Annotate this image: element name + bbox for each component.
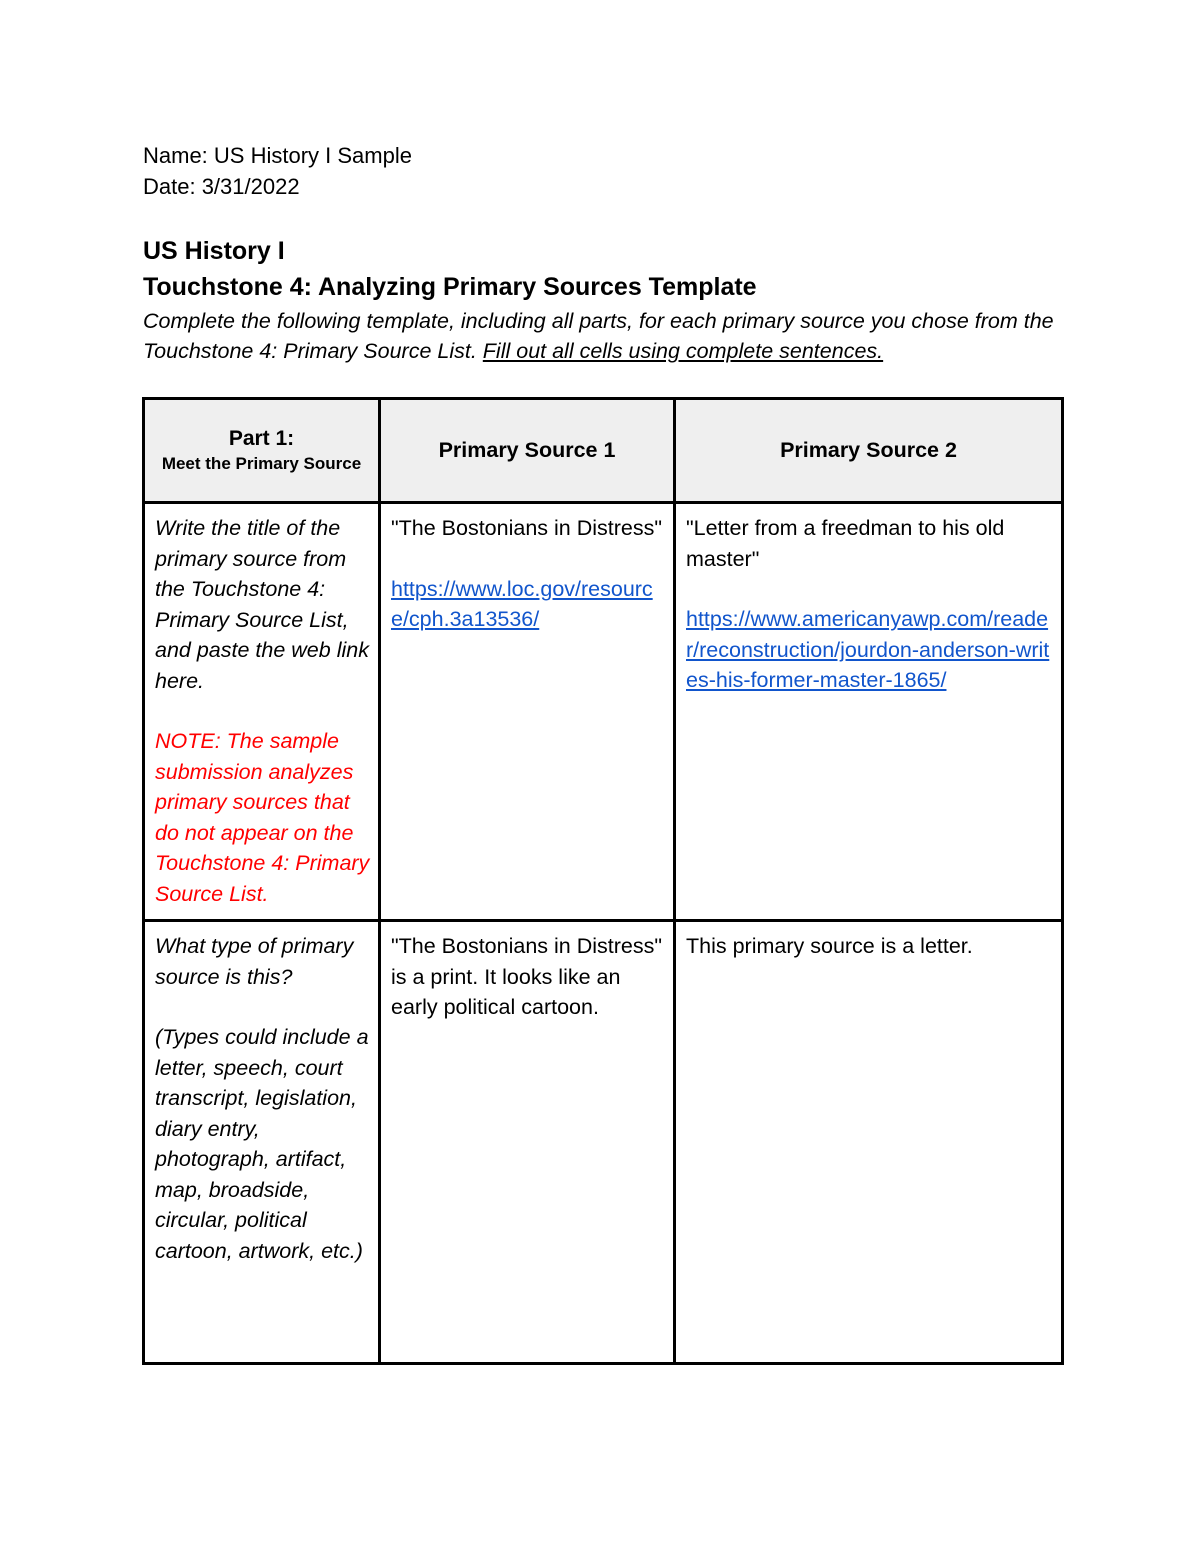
source1-title: "The Bostonians in Distress" [391, 516, 662, 540]
sample-note: NOTE: The sample submission analyzes primary sources that do not appear on the Touchstone 4: Primary Source List. [155, 729, 370, 906]
instructions [143, 306, 1073, 366]
part-label: Part 1: [228, 426, 295, 450]
prompt-cell [144, 921, 380, 1364]
source1-header: Primary Source 1 [380, 399, 675, 503]
course-title: US History I [143, 237, 285, 265]
source1-type: "The Bostonians in Distress" is a print. It looks like an early political cartoon. [391, 934, 662, 1019]
part-header-cell [144, 399, 380, 503]
part-sublabel: Meet the Primary Source [161, 453, 362, 473]
prompt-hint: (Types could include a letter, speech, court transcript, legislation, diary entry, photograph, artifact, map, broadside, circular, political cartoon, artwork, etc.) [155, 1025, 369, 1263]
source1-link[interactable]: https://www.loc.gov/resource/cph.3a13536/ [391, 576, 653, 631]
title-block [143, 233, 1073, 366]
name-line: Name: US History I Sample [143, 143, 412, 168]
source2-title: "Letter from a freedman to his old master" [686, 516, 1005, 571]
date-line: Date: 3/31/2022 [143, 174, 300, 199]
source1-cell[interactable] [380, 503, 675, 921]
prompt-text: Write the title of the primary source from the Touchstone 4: Primary Source List, and paste the web link here. [155, 516, 369, 693]
table-row [144, 921, 1063, 1364]
student-info [143, 140, 412, 202]
table-header-row [144, 399, 1063, 503]
source2-type: This primary source is a letter. [686, 934, 973, 958]
source1-cell[interactable] [380, 921, 675, 1364]
source2-header: Primary Source 2 [675, 399, 1063, 503]
instructions-text: Complete the following template, including all parts, for each primary source you chose from the Touchstone 4: Primary Source List. [143, 309, 1054, 363]
source2-cell[interactable] [675, 921, 1063, 1364]
instructions-emphasis: Fill out all cells using complete sentences. [482, 339, 884, 363]
table-row [144, 503, 1063, 921]
prompt-text: What type of primary source is this? [155, 934, 354, 989]
prompt-cell [144, 503, 380, 921]
assignment-title: Touchstone 4: Analyzing Primary Sources Template [143, 273, 757, 301]
source2-cell[interactable] [675, 503, 1063, 921]
primary-source-table [142, 397, 1064, 1365]
source2-link[interactable]: https://www.americanyawp.com/reader/reconstruction/jourdon-anderson-writes-his-former-master-1865/ [686, 607, 1050, 692]
